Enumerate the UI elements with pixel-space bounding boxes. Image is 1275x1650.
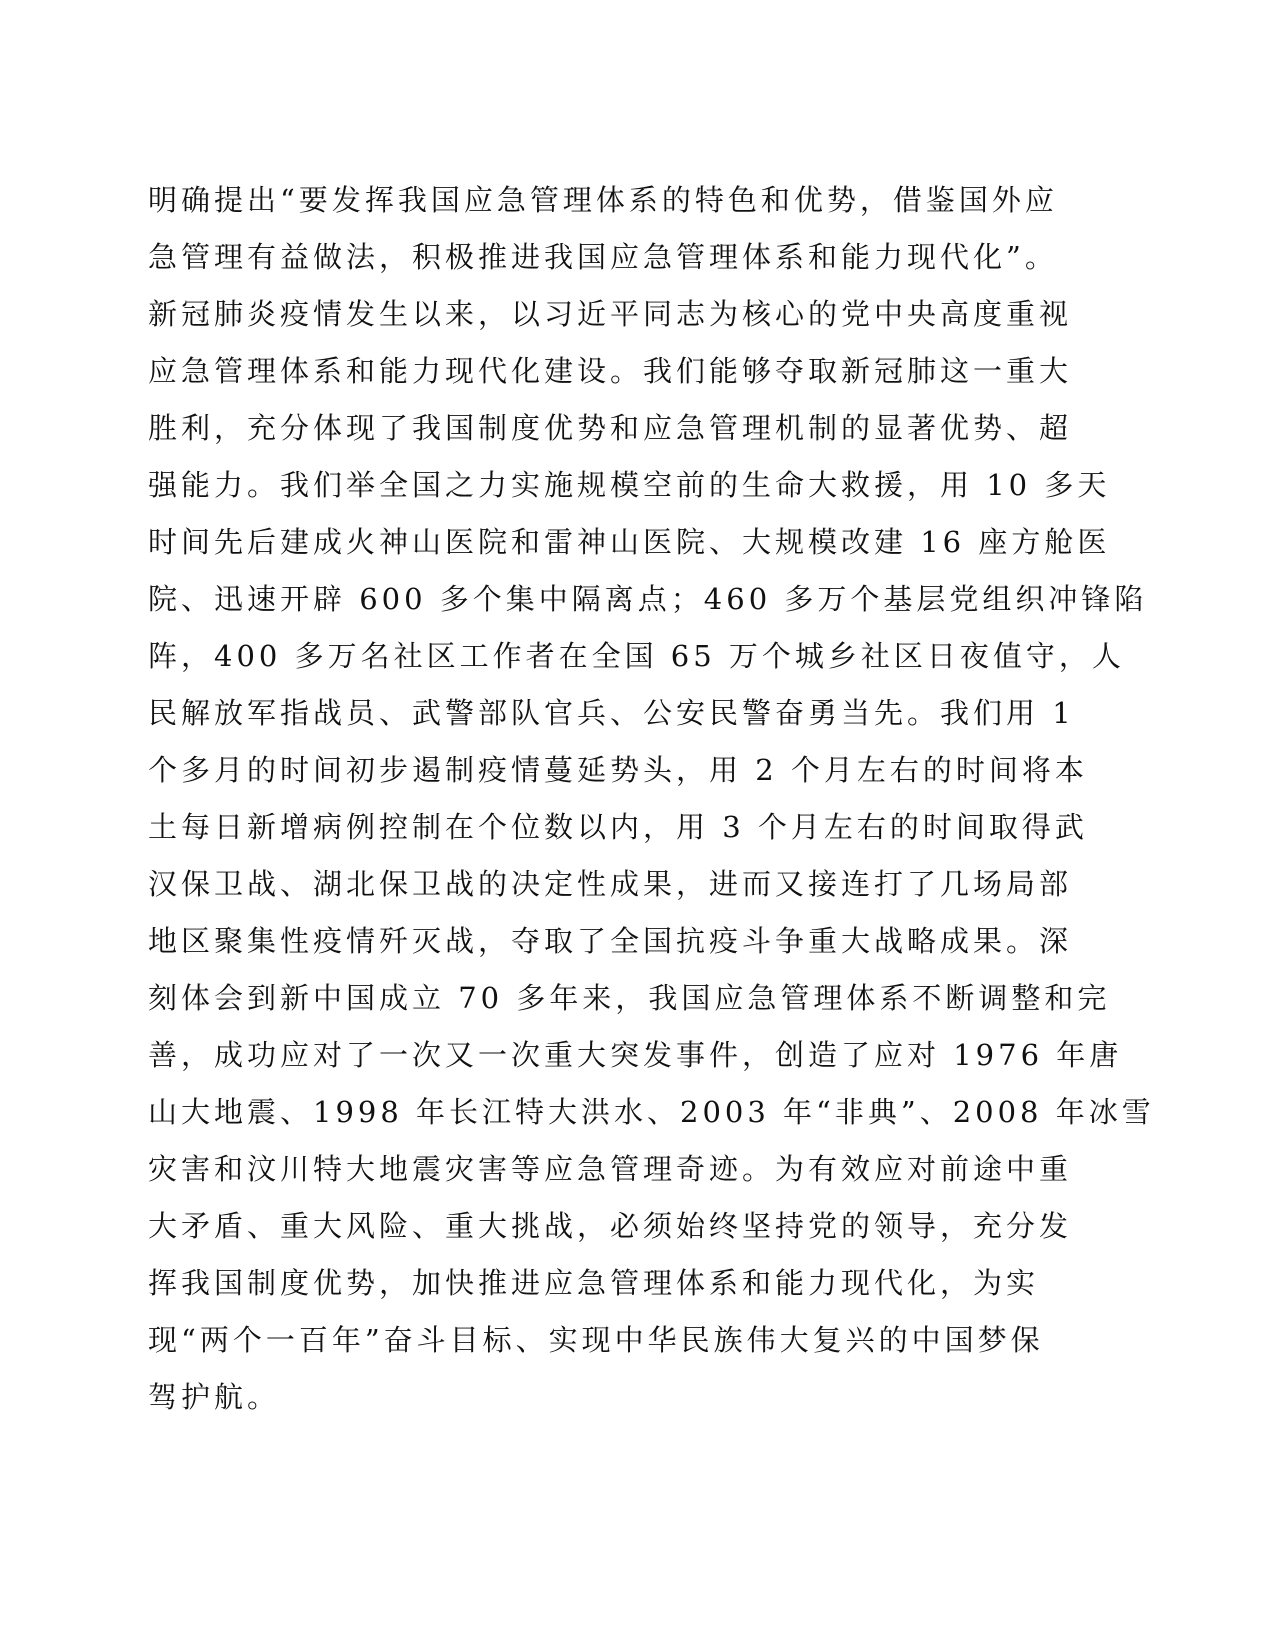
text-line: 大矛盾、重大风险、重大挑战，必须始终坚持党的领导，充分发 (148, 1209, 1073, 1243)
text-line: 驾护航。 (148, 1380, 281, 1414)
text-line: 地区聚集性疫情歼灭战，夺取了全国抗疫斗争重大战略成果。深 (148, 924, 1073, 958)
text-line: 个多月的时间初步遏制疫情蔓延势头，用 2 个月左右的时间将本 (148, 753, 1088, 787)
body-text (148, 172, 1155, 1426)
text-line: 胜利，充分体现了我国制度优势和应急管理机制的显著优势、超 (148, 411, 1073, 445)
text-line: 民解放军指战员、武警部队官兵、公安民警奋勇当先。我们用 1 (148, 696, 1075, 730)
text-line: 急管理有益做法，积极推进我国应急管理体系和能力现代化”。 (148, 240, 1058, 274)
text-line: 汉保卫战、湖北保卫战的决定性成果，进而又接连打了几场局部 (148, 867, 1073, 901)
text-line: 善，成功应对了一次又一次重大突发事件，创造了应对 1976 年唐 (148, 1038, 1123, 1072)
text-line: 院、迅速开辟 600 多个集中隔离点；460 多万个基层党组织冲锋陷 (148, 582, 1148, 616)
text-line: 新冠肺炎疫情发生以来，以习近平同志为核心的党中央高度重视 (148, 297, 1073, 331)
text-line: 阵，400 多万名社区工作者在全国 65 万个城乡社区日夜值守，人 (148, 639, 1125, 673)
text-line: 应急管理体系和能力现代化建设。我们能够夺取新冠肺这一重大 (148, 354, 1073, 388)
text-line: 时间先后建成火神山医院和雷神山医院、大规模改建 16 座方舱医 (148, 525, 1111, 559)
text-line: 现“两个一百年”奋斗目标、实现中华民族伟大复兴的中国梦保 (148, 1323, 1044, 1357)
text-line: 强能力。我们举全国之力实施规模空前的生命大救援，用 10 多天 (148, 468, 1111, 502)
text-line: 山大地震、1998 年长江特大洪水、2003 年“非典”、2008 年冰雪 (148, 1095, 1155, 1129)
text-line: 刻体会到新中国成立 70 多年来，我国应急管理体系不断调整和完 (148, 981, 1111, 1015)
text-line: 挥我国制度优势，加快推进应急管理体系和能力现代化，为实 (148, 1266, 1040, 1300)
text-line: 土每日新增病例控制在个位数以内，用 3 个月左右的时间取得武 (148, 810, 1088, 844)
text-line: 明确提出“要发挥我国应急管理体系的特色和优势，借鉴国外应 (148, 183, 1058, 217)
text-line: 灾害和汶川特大地震灾害等应急管理奇迹。为有效应对前途中重 (148, 1152, 1073, 1186)
